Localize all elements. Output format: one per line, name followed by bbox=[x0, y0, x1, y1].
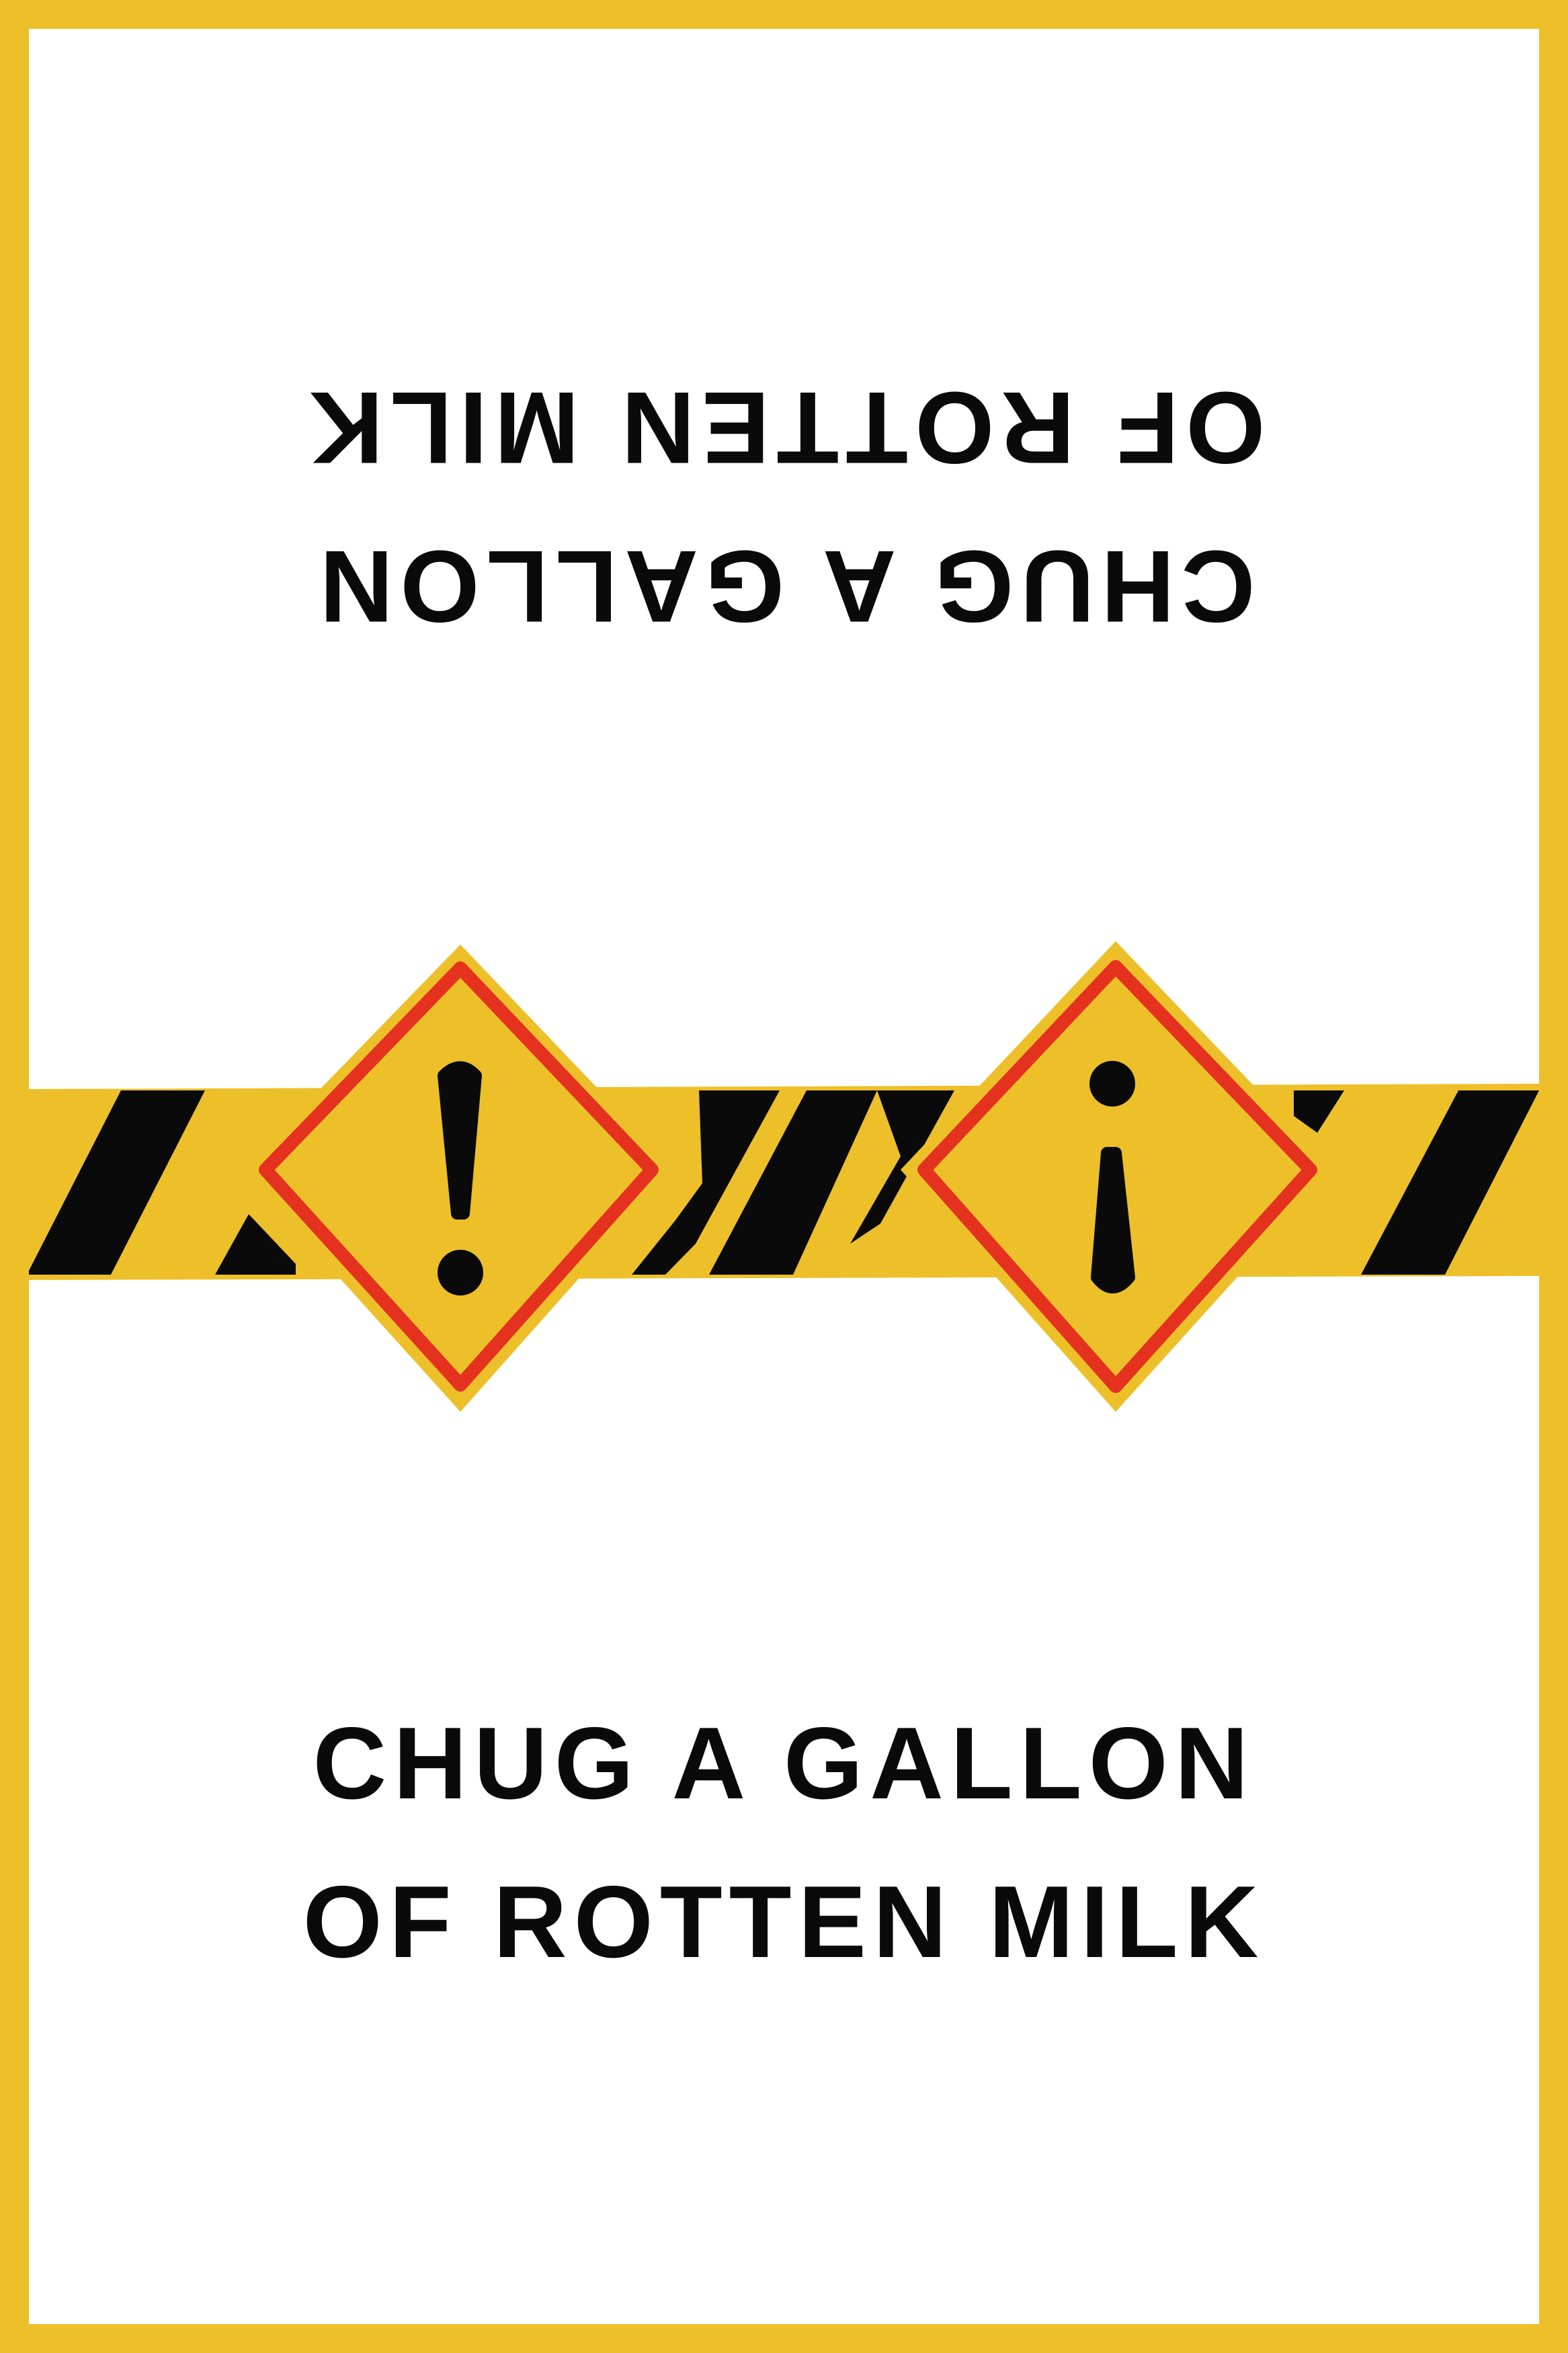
prompt-line-1: CHUG A GALLON bbox=[313, 1706, 1255, 1821]
inverted-exclamation-warning-icon bbox=[901, 941, 1334, 1412]
inverted-exclamation-dot bbox=[1089, 1061, 1135, 1107]
prompt-upside-down-line-2: OF ROTTEN MILK bbox=[302, 370, 1266, 485]
prompt-text bbox=[0, 1684, 1568, 2001]
prompt-line-2: OF ROTTEN MILK bbox=[302, 1865, 1266, 1979]
exclamation-dot bbox=[438, 1250, 483, 1295]
exclamation-warning-icon bbox=[242, 945, 675, 1412]
caution-tape bbox=[0, 928, 1568, 1439]
prompt-upside-down-line-1: CHUG A GALLON bbox=[313, 529, 1255, 643]
prompt-upside-down bbox=[0, 348, 1568, 666]
